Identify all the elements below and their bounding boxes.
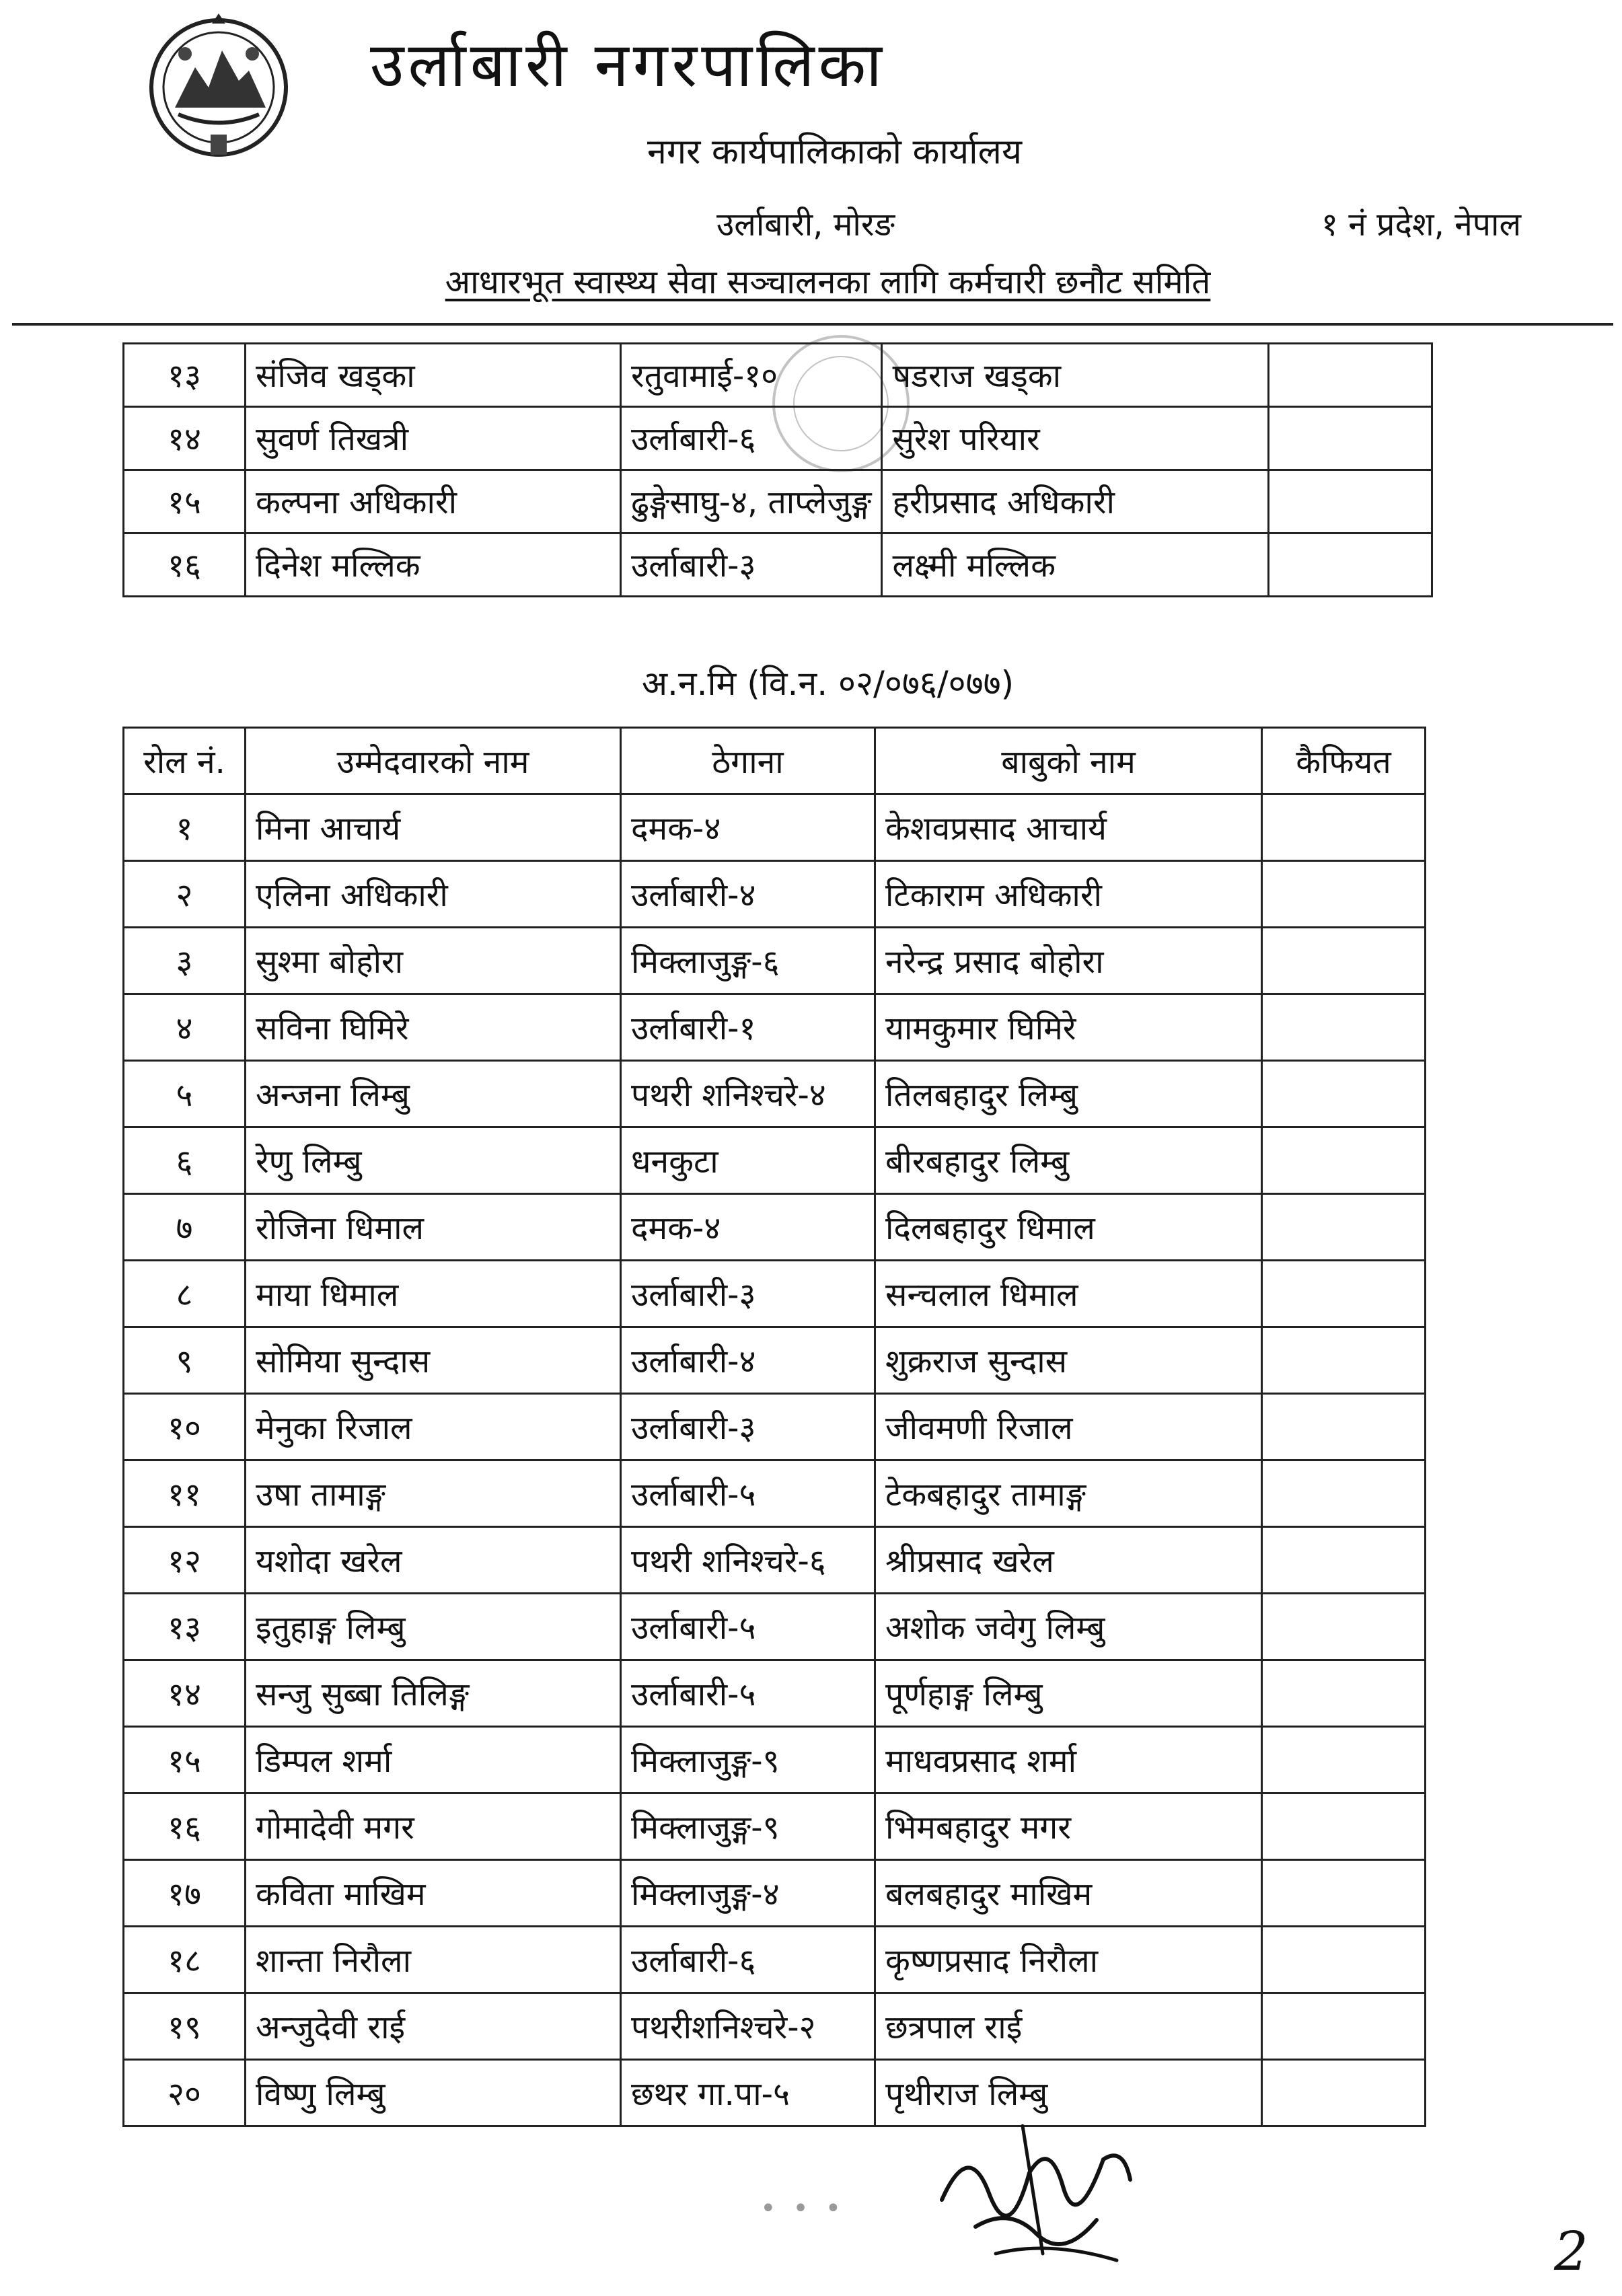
cell-name: कविता माखिम [246,1860,621,1927]
table-row [124,1594,1426,1660]
cell-father: षडराज खड्का [882,344,1269,407]
cell-roll: १८ [124,1927,246,1993]
cell-remarks [1262,928,1426,994]
cell-roll: ९ [124,1327,246,1394]
cell-roll: २ [124,861,246,928]
table-row [124,1127,1426,1194]
cell-remarks [1262,1927,1426,1993]
table-row [124,1727,1426,1793]
header-roll: रोल नं. [124,728,246,794]
table-row [124,470,1432,533]
table-row [124,1061,1426,1127]
table-row [124,407,1432,470]
cell-address: मिक्लाजुङ्ग-९ [621,1727,875,1793]
cell-remarks [1262,1061,1426,1127]
cell-remarks [1262,1993,1426,2060]
cell-address: धनकुटा [621,1127,875,1194]
cell-father: छत्रपाल राई [875,1993,1262,2060]
cell-name: सोमिया सुन्दास [246,1327,621,1394]
table-row [124,1460,1426,1527]
cell-father: तिलबहादुर लिम्बु [875,1061,1262,1127]
cell-remarks [1262,1727,1426,1793]
cell-address: उर्लाबारी-६ [621,407,882,470]
cell-remarks [1262,1860,1426,1927]
table-row [124,1993,1426,2060]
cell-roll: १३ [124,344,246,407]
cell-roll: ८ [124,1261,246,1327]
cell-name: सविना घिमिरे [246,994,621,1061]
header-divider [12,323,1613,326]
cell-roll: १ [124,794,246,861]
cell-roll: १७ [124,1860,246,1927]
cell-address: दमक-४ [621,794,875,861]
cell-father: माधवप्रसाद शर्मा [875,1727,1262,1793]
cell-roll: २० [124,2060,246,2126]
cell-address: उर्लाबारी-३ [621,1261,875,1327]
header-name: उम्मेदवारको नाम [246,728,621,794]
cell-roll: ५ [124,1061,246,1127]
committee-title: आधारभूत स्वास्थ्य सेवा सञ्चालनका लागि कर्मचारी छनौट समिति [445,263,1211,301]
cell-father: जीवमणी रिजाल [875,1394,1262,1460]
cell-name: मेनुका रिजाल [246,1394,621,1460]
cell-remarks [1262,1660,1426,1727]
cell-remarks [1262,1460,1426,1527]
cell-father: कृष्णप्रसाद निरौला [875,1927,1262,1993]
cell-remarks [1262,2060,1426,2126]
cell-remarks [1269,407,1432,470]
cell-remarks [1262,1127,1426,1194]
cell-roll: ४ [124,994,246,1061]
cell-remarks [1269,344,1432,407]
cell-remarks [1262,1261,1426,1327]
table-row [124,928,1426,994]
cell-name: विष्णु लिम्बु [246,2060,621,2126]
cell-name: गोमादेवी मगर [246,1793,621,1860]
cell-name: सुश्मा बोहोरा [246,928,621,994]
cell-father: शुक्रराज सुन्दास [875,1327,1262,1394]
cell-father: सन्चलाल धिमाल [875,1261,1262,1327]
table-row [124,1793,1426,1860]
cell-address: ढुङ्गेसाघु-४, ताप्लेजुङ्ग [621,470,882,533]
office-name: नगर कार्यपालिकाको कार्यालय [647,132,1022,172]
cell-father: हरीप्रसाद अधिकारी [882,470,1269,533]
table-row [124,1660,1426,1727]
cell-remarks [1262,994,1426,1061]
cell-remarks [1262,1793,1426,1860]
cell-roll: १४ [124,407,246,470]
cell-remarks [1269,533,1432,597]
page-dots: • • • [760,2193,846,2224]
cell-name: दिनेश मल्लिक [246,533,621,597]
cell-father: अशोक जवेगु लिम्बु [875,1594,1262,1660]
cell-roll: १३ [124,1594,246,1660]
candidate-table [122,727,1426,2127]
cell-address: मिक्लाजुङ्ग-६ [621,928,875,994]
table-row [124,1194,1426,1261]
cell-address: पथरी शनिश्चरे-६ [621,1527,875,1594]
cell-remarks [1262,1194,1426,1261]
cell-roll: ६ [124,1127,246,1194]
cell-address: दमक-४ [621,1194,875,1261]
page-number: 2 [1554,2220,1588,2283]
cell-address: मिक्लाजुङ्ग-९ [621,1793,875,1860]
cell-roll: १६ [124,533,246,597]
province-label: १ नं प्रदेश, नेपाल [1321,206,1521,244]
cell-address: उर्लाबारी-५ [621,1594,875,1660]
cell-remarks [1262,1327,1426,1394]
cell-father: टिकाराम अधिकारी [875,861,1262,928]
signature-icon [928,2099,1144,2274]
cell-name: अन्जना लिम्बु [246,1061,621,1127]
cell-father: दिलबहादुर धिमाल [875,1194,1262,1261]
cell-address: उर्लाबारी-६ [621,1927,875,1993]
cell-father: पूर्णहाङ्ग लिम्बु [875,1660,1262,1727]
table-row [124,1261,1426,1327]
cell-father: भिमबहादुर मगर [875,1793,1262,1860]
cell-address: मिक्लाजुङ्ग-४ [621,1860,875,1927]
cell-remarks [1262,1527,1426,1594]
section-title: अ.न.मि (वि.न. ०२/०७६/०७७) [641,664,1015,703]
cell-roll: १५ [124,1727,246,1793]
cell-remarks [1262,794,1426,861]
table-row [124,2060,1426,2126]
table-row [124,1927,1426,1993]
cell-name: उषा तामाङ्ग [246,1460,621,1527]
cell-name: सुवर्ण तिखत्री [246,407,621,470]
cell-name: शान्ता निरौला [246,1927,621,1993]
cell-father: पृथीराज लिम्बु [875,2060,1262,2126]
cell-remarks [1262,1594,1426,1660]
cell-name: डिम्पल शर्मा [246,1727,621,1793]
cell-roll: १९ [124,1993,246,2060]
cell-father: बलबहादुर माखिम [875,1860,1262,1927]
cell-name: अन्जुदेवी राई [246,1993,621,2060]
cell-address: रतुवामाई-१० [621,344,882,407]
cell-father: केशवप्रसाद आचार्य [875,794,1262,861]
cell-roll: १२ [124,1527,246,1594]
table-row [124,794,1426,861]
cell-father: सुरेश परियार [882,407,1269,470]
cell-roll: १० [124,1394,246,1460]
table-header-row [124,728,1426,794]
table-row [124,1327,1426,1394]
cell-roll: ११ [124,1460,246,1527]
cell-name: संजिव खड्का [246,344,621,407]
cell-name: सन्जु सुब्बा तिलिङ्ग [246,1660,621,1727]
cell-father: नरेन्द्र प्रसाद बोहोरा [875,928,1262,994]
cell-roll: १६ [124,1793,246,1860]
candidate-table-continued [122,342,1433,597]
cell-name: मिना आचार्य [246,794,621,861]
cell-address: उर्लाबारी-३ [621,1394,875,1460]
header-remarks: कैफियत [1262,728,1426,794]
cell-roll: १४ [124,1660,246,1727]
cell-name: माया धिमाल [246,1261,621,1327]
cell-address: उर्लाबारी-५ [621,1460,875,1527]
cell-address: उर्लाबारी-४ [621,861,875,928]
table-row [124,861,1426,928]
table-row [124,994,1426,1061]
office-location: उर्लाबारी, मोरङ [716,206,895,244]
cell-father: लक्ष्मी मल्लिक [882,533,1269,597]
cell-name: यशोदा खरेल [246,1527,621,1594]
cell-name: कल्पना अधिकारी [246,470,621,533]
cell-name: रेणु लिम्बु [246,1127,621,1194]
cell-address: छथर गा.पा-५ [621,2060,875,2126]
cell-address: पथरी शनिश्चरे-४ [621,1061,875,1127]
cell-roll: ३ [124,928,246,994]
cell-address: पथरीशनिश्चरे-२ [621,1993,875,2060]
cell-roll: १५ [124,470,246,533]
cell-father: बीरबहादुर लिम्बु [875,1127,1262,1194]
cell-remarks [1262,861,1426,928]
table-row [124,344,1432,407]
table-row [124,1860,1426,1927]
cell-address: उर्लाबारी-५ [621,1660,875,1727]
org-title: उर्लाबारी नगरपालिका [370,29,886,101]
table-row [124,1394,1426,1460]
cell-remarks [1269,470,1432,533]
cell-address: उर्लाबारी-१ [621,994,875,1061]
cell-name: एलिना अधिकारी [246,861,621,928]
cell-father: टेकबहादुर तामाङ्ग [875,1460,1262,1527]
cell-address: उर्लाबारी-३ [621,533,882,597]
cell-father: यामकुमार घिमिरे [875,994,1262,1061]
cell-name: इतुहाङ्ग लिम्बु [246,1594,621,1660]
header-address: ठेगाना [621,728,875,794]
cell-remarks [1262,1394,1426,1460]
header-father: बाबुको नाम [875,728,1262,794]
cell-address: उर्लाबारी-४ [621,1327,875,1394]
cell-roll: ७ [124,1194,246,1261]
cell-father: श्रीप्रसाद खरेल [875,1527,1262,1594]
table-row [124,533,1432,597]
cell-name: रोजिना धिमाल [246,1194,621,1261]
table-row [124,1527,1426,1594]
